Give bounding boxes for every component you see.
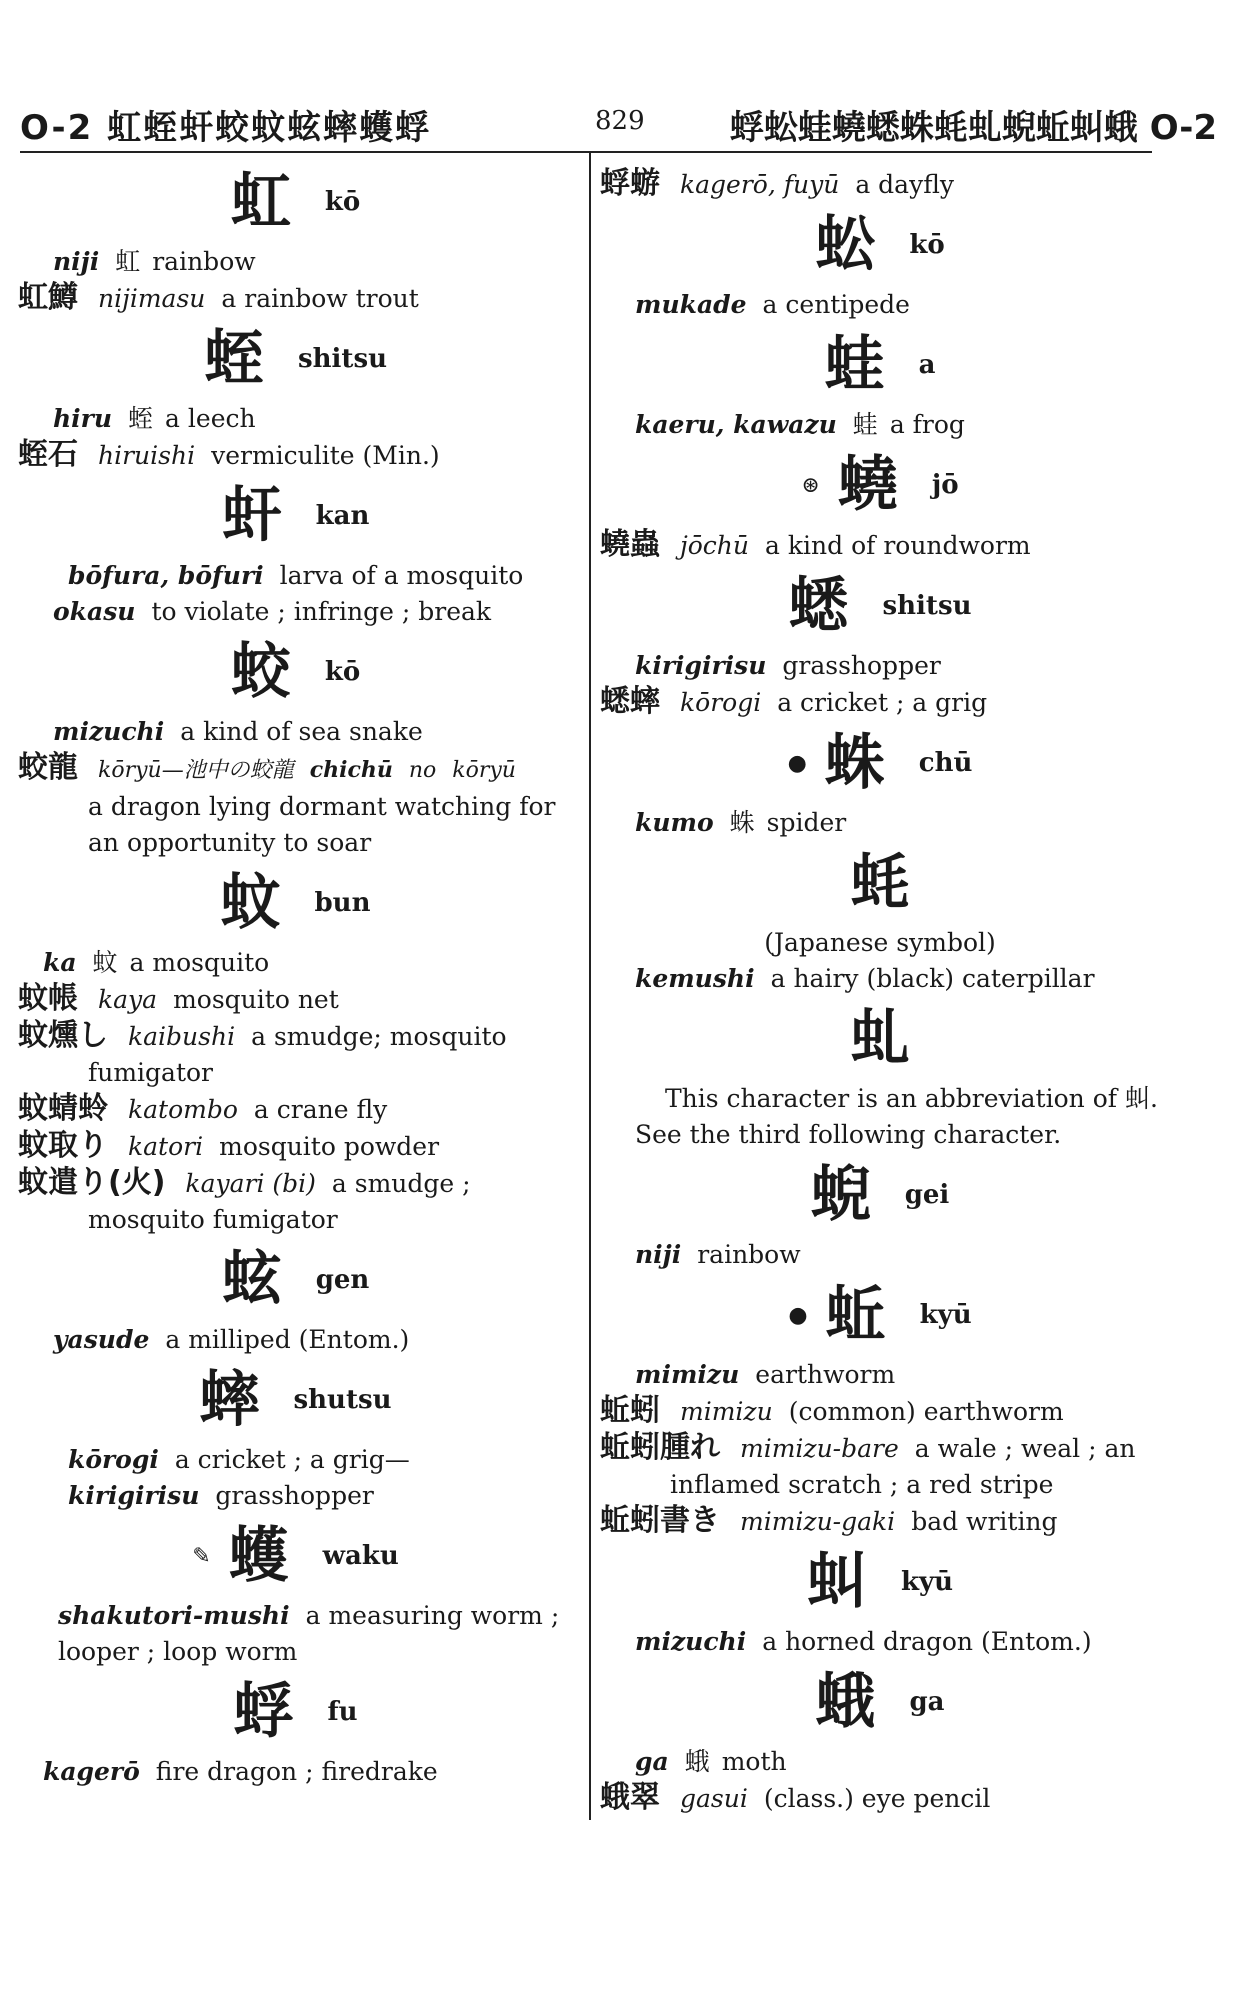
entry-reading: kō xyxy=(324,187,361,217)
entry-line xyxy=(600,1357,1160,1393)
definition: a cricket ; a grig xyxy=(777,688,988,717)
compound-line xyxy=(18,981,573,1018)
entry-head xyxy=(18,1670,573,1754)
romaji: kayari (bi) xyxy=(185,1169,316,1198)
entry-kanji: 蛟 xyxy=(230,637,291,707)
definition: a smudge ; mosquito fumigator xyxy=(88,1169,471,1234)
entry-head xyxy=(600,323,1160,407)
romaji: hiruishi xyxy=(98,441,196,470)
compound: 蛾翠 xyxy=(600,1780,660,1815)
entry-line xyxy=(600,1744,1160,1780)
kanji-inline: 蛙 xyxy=(852,410,878,439)
romaji: mimizu-gaki xyxy=(740,1507,896,1536)
mark-icon: ⊛ xyxy=(801,472,820,498)
entry-reading: gei xyxy=(904,1180,950,1210)
compound-line xyxy=(600,684,1160,721)
entry-kanji: 蚿 xyxy=(221,1245,282,1315)
entry-kanji: 蚣 xyxy=(815,210,876,280)
definition: to violate ; infringe ; break xyxy=(151,597,492,626)
kanji-inline: 虹 xyxy=(115,247,141,276)
romaji: kōryū—池中の蛟龍 xyxy=(98,758,294,783)
definition: mosquito powder xyxy=(219,1132,440,1161)
definition: a measuring worm ; looper ; loop worm xyxy=(58,1601,560,1666)
compound: 蟋蟀 xyxy=(600,684,660,719)
definition: a milliped (Entom.) xyxy=(165,1325,410,1354)
entry-kanji: 蠖 xyxy=(228,1521,289,1591)
mark-icon: ● xyxy=(788,1302,808,1328)
kanji-inline: 蛭 xyxy=(128,404,154,433)
entry-reading: gen xyxy=(315,1265,370,1295)
entry-line xyxy=(600,1624,1160,1660)
entry-reading: shitsu xyxy=(882,591,972,621)
entry-kanji: 虬 xyxy=(850,1004,910,1074)
right-column xyxy=(600,160,1160,1817)
entry-kanji: 蚊 xyxy=(220,868,281,938)
romaji: kirigirisu xyxy=(68,1481,200,1510)
compound: 虹鱒 xyxy=(18,280,78,315)
page-header xyxy=(20,100,1217,148)
header-right xyxy=(730,100,1217,149)
romaji: kirigirisu xyxy=(635,651,767,680)
definition: grasshopper xyxy=(782,651,941,680)
compound: 蚊蜻蛉 xyxy=(18,1091,108,1126)
kanji-inline: 蛛 xyxy=(729,808,755,837)
romaji: mimizu xyxy=(635,1360,740,1389)
definition: (common) earthworm xyxy=(788,1397,1064,1426)
entry-head xyxy=(600,1660,1160,1744)
compound-line xyxy=(18,437,573,474)
definition: (class.) eye pencil xyxy=(763,1784,991,1813)
entry-line xyxy=(18,1754,573,1790)
entry-head xyxy=(600,841,1160,925)
entry-head xyxy=(18,1358,573,1442)
romaji: niji xyxy=(635,1240,682,1269)
entry-note: This character is an abbreviation of 虯. See the third following character. xyxy=(635,1084,1158,1149)
compound-line xyxy=(18,1018,573,1091)
compound: 蚊遣り(火) xyxy=(18,1165,166,1200)
romaji: kaibushi xyxy=(128,1022,236,1051)
entry-line xyxy=(18,1598,573,1670)
entry-reading: a xyxy=(918,350,936,380)
definition: a smudge; mosquito fumigator xyxy=(88,1022,507,1087)
definition: larva of a mosquito xyxy=(279,561,524,590)
compound: 蛟龍 xyxy=(18,750,78,785)
definition: moth xyxy=(721,1747,787,1776)
entry-line xyxy=(18,401,573,437)
entry-head xyxy=(600,1540,1160,1624)
entry-kanji: 蚯 xyxy=(825,1280,886,1350)
column-divider xyxy=(589,152,591,1820)
compound-line xyxy=(600,527,1160,564)
entry-line xyxy=(600,961,1160,997)
entry-head xyxy=(600,1153,1160,1237)
definition: fire dragon ; firedrake xyxy=(155,1757,438,1786)
entry-line xyxy=(18,594,573,630)
entry-reading: kyū xyxy=(919,1300,972,1330)
compound-line xyxy=(600,1393,1160,1430)
header-left-chars: 虹蛭虷蛟蚊蚿蟀蠖蜉 xyxy=(107,107,432,148)
entry-head xyxy=(18,630,573,714)
romaji: shakutori-mushi xyxy=(58,1601,290,1630)
entry-line xyxy=(18,714,573,750)
entry-line xyxy=(600,407,1160,443)
compound-line xyxy=(18,1091,573,1128)
entry-kanji: 蜉 xyxy=(233,1677,294,1747)
entry-note: (Japanese symbol) xyxy=(764,928,996,957)
header-right-code: O-2 xyxy=(1149,107,1217,148)
entry-kanji: 虹 xyxy=(230,167,291,237)
definition: spider xyxy=(766,808,847,837)
compound: 蟯蟲 xyxy=(600,527,660,562)
entry-kanji: 虷 xyxy=(221,481,282,551)
compound-line xyxy=(18,750,573,789)
header-left-code: O-2 xyxy=(20,107,94,148)
entry-reading: waku xyxy=(322,1541,399,1571)
entry-reading: shutsu xyxy=(293,1385,392,1415)
definition: rainbow xyxy=(697,1240,801,1269)
entry-line xyxy=(18,1442,573,1514)
romaji: kōrogi xyxy=(680,688,762,717)
entry-head xyxy=(600,1273,1160,1357)
definition: mosquito net xyxy=(173,985,339,1014)
kanji-inline: 蛾 xyxy=(684,1747,710,1776)
compound-line xyxy=(600,1503,1160,1540)
definition: a wale ; weal ; an inflamed scratch ; a red stripe xyxy=(670,1434,1136,1499)
entry-reading: jō xyxy=(931,470,959,500)
romaji: hiru xyxy=(53,404,113,433)
entry-reading: bun xyxy=(314,888,371,918)
definition: vermiculite (Min.) xyxy=(211,441,440,470)
romaji: kōrogi xyxy=(68,1445,159,1474)
romaji: mizuchi xyxy=(635,1627,747,1656)
romaji: mimizu-bare xyxy=(740,1434,899,1463)
romaji: kōryū xyxy=(452,758,516,783)
entry-line xyxy=(18,558,573,594)
entry-reading: kyū xyxy=(900,1567,954,1597)
definition: a cricket ; a grig— xyxy=(174,1445,410,1474)
romaji: bōfura, bōfuri xyxy=(68,561,264,590)
compound: 蜉蝣 xyxy=(600,166,660,201)
entry-kanji: 蟋 xyxy=(788,571,849,641)
page-number: 829 xyxy=(595,106,645,136)
romaji: nijimasu xyxy=(98,284,206,313)
entry-line xyxy=(18,244,573,280)
entry-head xyxy=(600,997,1160,1081)
header-right-chars: 蜉蚣蛙蟯蟋蛛蚝虬蜺蚯虯蛾 xyxy=(729,107,1138,148)
entry-line xyxy=(18,945,573,981)
romaji: niji xyxy=(53,247,100,276)
definition: a crane fly xyxy=(253,1095,388,1124)
entry-head xyxy=(18,1514,573,1598)
romaji: kagerō, fuyū xyxy=(680,170,840,199)
definition: a rainbow trout xyxy=(221,284,419,313)
header-rule xyxy=(20,151,1152,153)
entry-reading: kan xyxy=(315,501,370,531)
definition: rainbow xyxy=(152,247,256,276)
romaji: katombo xyxy=(128,1095,238,1124)
left-column xyxy=(18,160,573,1790)
definition: a frog xyxy=(889,410,965,439)
mark-icon: ● xyxy=(787,750,807,776)
kanji-inline: 蚊 xyxy=(92,948,118,977)
mark-icon: ✎ xyxy=(192,1543,211,1569)
entry-kanji: 蟯 xyxy=(837,450,898,520)
romaji: kaeru, kawazu xyxy=(635,410,837,439)
definition: bad writing xyxy=(911,1507,1058,1536)
romaji: mizuchi xyxy=(53,717,165,746)
compound: 蚊取り xyxy=(18,1128,108,1163)
definition: a centipede xyxy=(762,290,910,319)
entry-head xyxy=(600,564,1160,648)
romaji: jōchū xyxy=(680,531,750,560)
romaji: yasude xyxy=(53,1325,150,1354)
definition: a leech xyxy=(165,404,256,433)
definition: grasshopper xyxy=(215,1481,374,1510)
romaji: mukade xyxy=(635,290,747,319)
definition: a hairy (black) caterpillar xyxy=(770,964,1095,993)
entry-line xyxy=(600,1237,1160,1273)
romaji: kagerō xyxy=(43,1757,140,1786)
definition: a kind of roundworm xyxy=(765,531,1031,560)
definition: a horned dragon (Entom.) xyxy=(762,1627,1092,1656)
entry-kanji: 蜺 xyxy=(810,1160,871,1230)
entry-head xyxy=(18,474,573,558)
entry-reading: kō xyxy=(324,657,361,687)
romaji: mimizu xyxy=(680,1397,773,1426)
romaji: okasu xyxy=(53,597,136,626)
romaji: kemushi xyxy=(635,964,755,993)
romaji: no xyxy=(408,758,437,783)
entry-head xyxy=(18,160,573,244)
entry-head xyxy=(600,203,1160,287)
compound: 蚯蚓 xyxy=(600,1393,660,1428)
compound-line xyxy=(18,1128,573,1165)
romaji: kumo xyxy=(635,808,714,837)
entry-reading: ga xyxy=(909,1687,945,1717)
entry-line xyxy=(600,287,1160,323)
entry-reading: kō xyxy=(909,230,945,260)
entry-kanji: 蚝 xyxy=(850,848,910,918)
entry-reading: shitsu xyxy=(298,344,387,374)
entry-reading: fu xyxy=(327,1697,358,1727)
compound-line xyxy=(600,1780,1160,1817)
entry-head xyxy=(18,861,573,945)
romaji: katori xyxy=(128,1132,204,1161)
definition: a mosquito xyxy=(129,948,270,977)
entry-head xyxy=(18,317,573,401)
compound-line xyxy=(18,1165,573,1238)
entry-head xyxy=(600,721,1160,805)
entry-head xyxy=(600,443,1160,527)
header-left xyxy=(20,100,431,149)
compound-line xyxy=(600,1430,1160,1503)
entry-kanji: 蛙 xyxy=(824,330,885,400)
entry-line xyxy=(18,1322,573,1358)
entry-line xyxy=(600,805,1160,841)
romaji: ga xyxy=(635,1747,669,1776)
entry-line xyxy=(600,648,1160,684)
definition: a kind of sea snake xyxy=(180,717,423,746)
romaji: gasui xyxy=(680,1784,748,1813)
definition: a dragon lying dormant watching for an opportunity to soar xyxy=(88,792,556,857)
entry-head xyxy=(18,1238,573,1322)
compound-line xyxy=(18,280,573,317)
compound-line xyxy=(600,166,1160,203)
definition: a dayfly xyxy=(855,170,955,199)
compound: 蛭石 xyxy=(18,437,78,472)
romaji: ka xyxy=(43,948,77,977)
definition: earthworm xyxy=(755,1360,896,1389)
entry-kanji: 虯 xyxy=(806,1547,867,1617)
entry-kanji: 蛭 xyxy=(204,324,265,394)
compound: 蚊帳 xyxy=(18,981,78,1016)
romaji: chichū xyxy=(309,757,393,783)
entry-kanji: 蛾 xyxy=(815,1667,876,1737)
compound: 蚯蚓腫れ xyxy=(600,1430,720,1465)
compound: 蚯蚓書き xyxy=(600,1503,720,1538)
compound: 蚊燻し xyxy=(18,1018,108,1053)
romaji: kaya xyxy=(98,985,158,1014)
entry-kanji: 蟀 xyxy=(199,1365,260,1435)
entry-reading: chū xyxy=(918,748,973,778)
entry-kanji: 蛛 xyxy=(824,728,885,798)
